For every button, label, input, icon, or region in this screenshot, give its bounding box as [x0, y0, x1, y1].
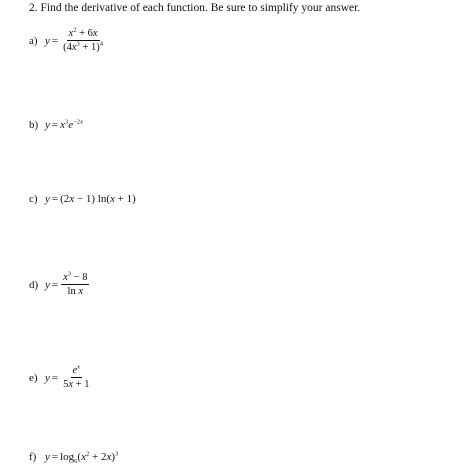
lhs-variable-e: y	[45, 371, 50, 384]
denominator-a: $(4x^3 + 1)^4$	[63, 40, 103, 54]
numerator-d: $x^3 - 8$	[61, 272, 89, 285]
problem-d	[29, 272, 89, 297]
lhs-variable-d: y	[45, 278, 50, 291]
problem-b	[29, 119, 83, 131]
fraction-a	[61, 28, 105, 53]
problem-f	[29, 450, 119, 466]
fraction-e	[61, 365, 91, 390]
lhs-variable-f: y	[45, 451, 50, 463]
equals-sign-f: =	[51, 451, 59, 463]
problem-label-e: e)	[29, 371, 38, 384]
denominator-d: ln x	[67, 286, 84, 298]
numerator-e: $e^x$	[71, 365, 83, 378]
lhs-variable-a: y	[45, 34, 50, 47]
lhs-variable-c: y	[45, 193, 50, 205]
expression-c: (2x − 1) ln(x + 1)	[60, 193, 136, 205]
problem-label-f: f)	[29, 451, 37, 463]
denominator-e: 5x + 1	[63, 379, 90, 391]
problem-label-c: c)	[29, 193, 38, 205]
equals-sign-d: =	[51, 278, 59, 291]
numerator-a: $x^2 + 6x$	[67, 28, 100, 41]
equals-sign-b: =	[51, 119, 59, 131]
expression-f: $\log_6(x^2 + 2x)^3$	[60, 450, 119, 466]
problem-label-d: d)	[29, 278, 39, 291]
problem-label-b: b)	[29, 119, 39, 131]
problem-c	[29, 193, 136, 205]
problem-e	[29, 365, 91, 390]
equals-sign-e: =	[51, 371, 59, 384]
equals-sign-c: =	[51, 193, 59, 205]
problem-label-a: a)	[29, 34, 38, 47]
problem-a	[29, 28, 105, 53]
instruction-text: 2. Find the derivative of each function. Be sure to simplify your answer.	[29, 2, 361, 14]
equals-sign-a: =	[51, 34, 59, 47]
fraction-d	[61, 272, 89, 297]
lhs-variable-b: y	[45, 119, 50, 131]
expression-b: $x^3e^{-2x}$	[60, 118, 83, 131]
